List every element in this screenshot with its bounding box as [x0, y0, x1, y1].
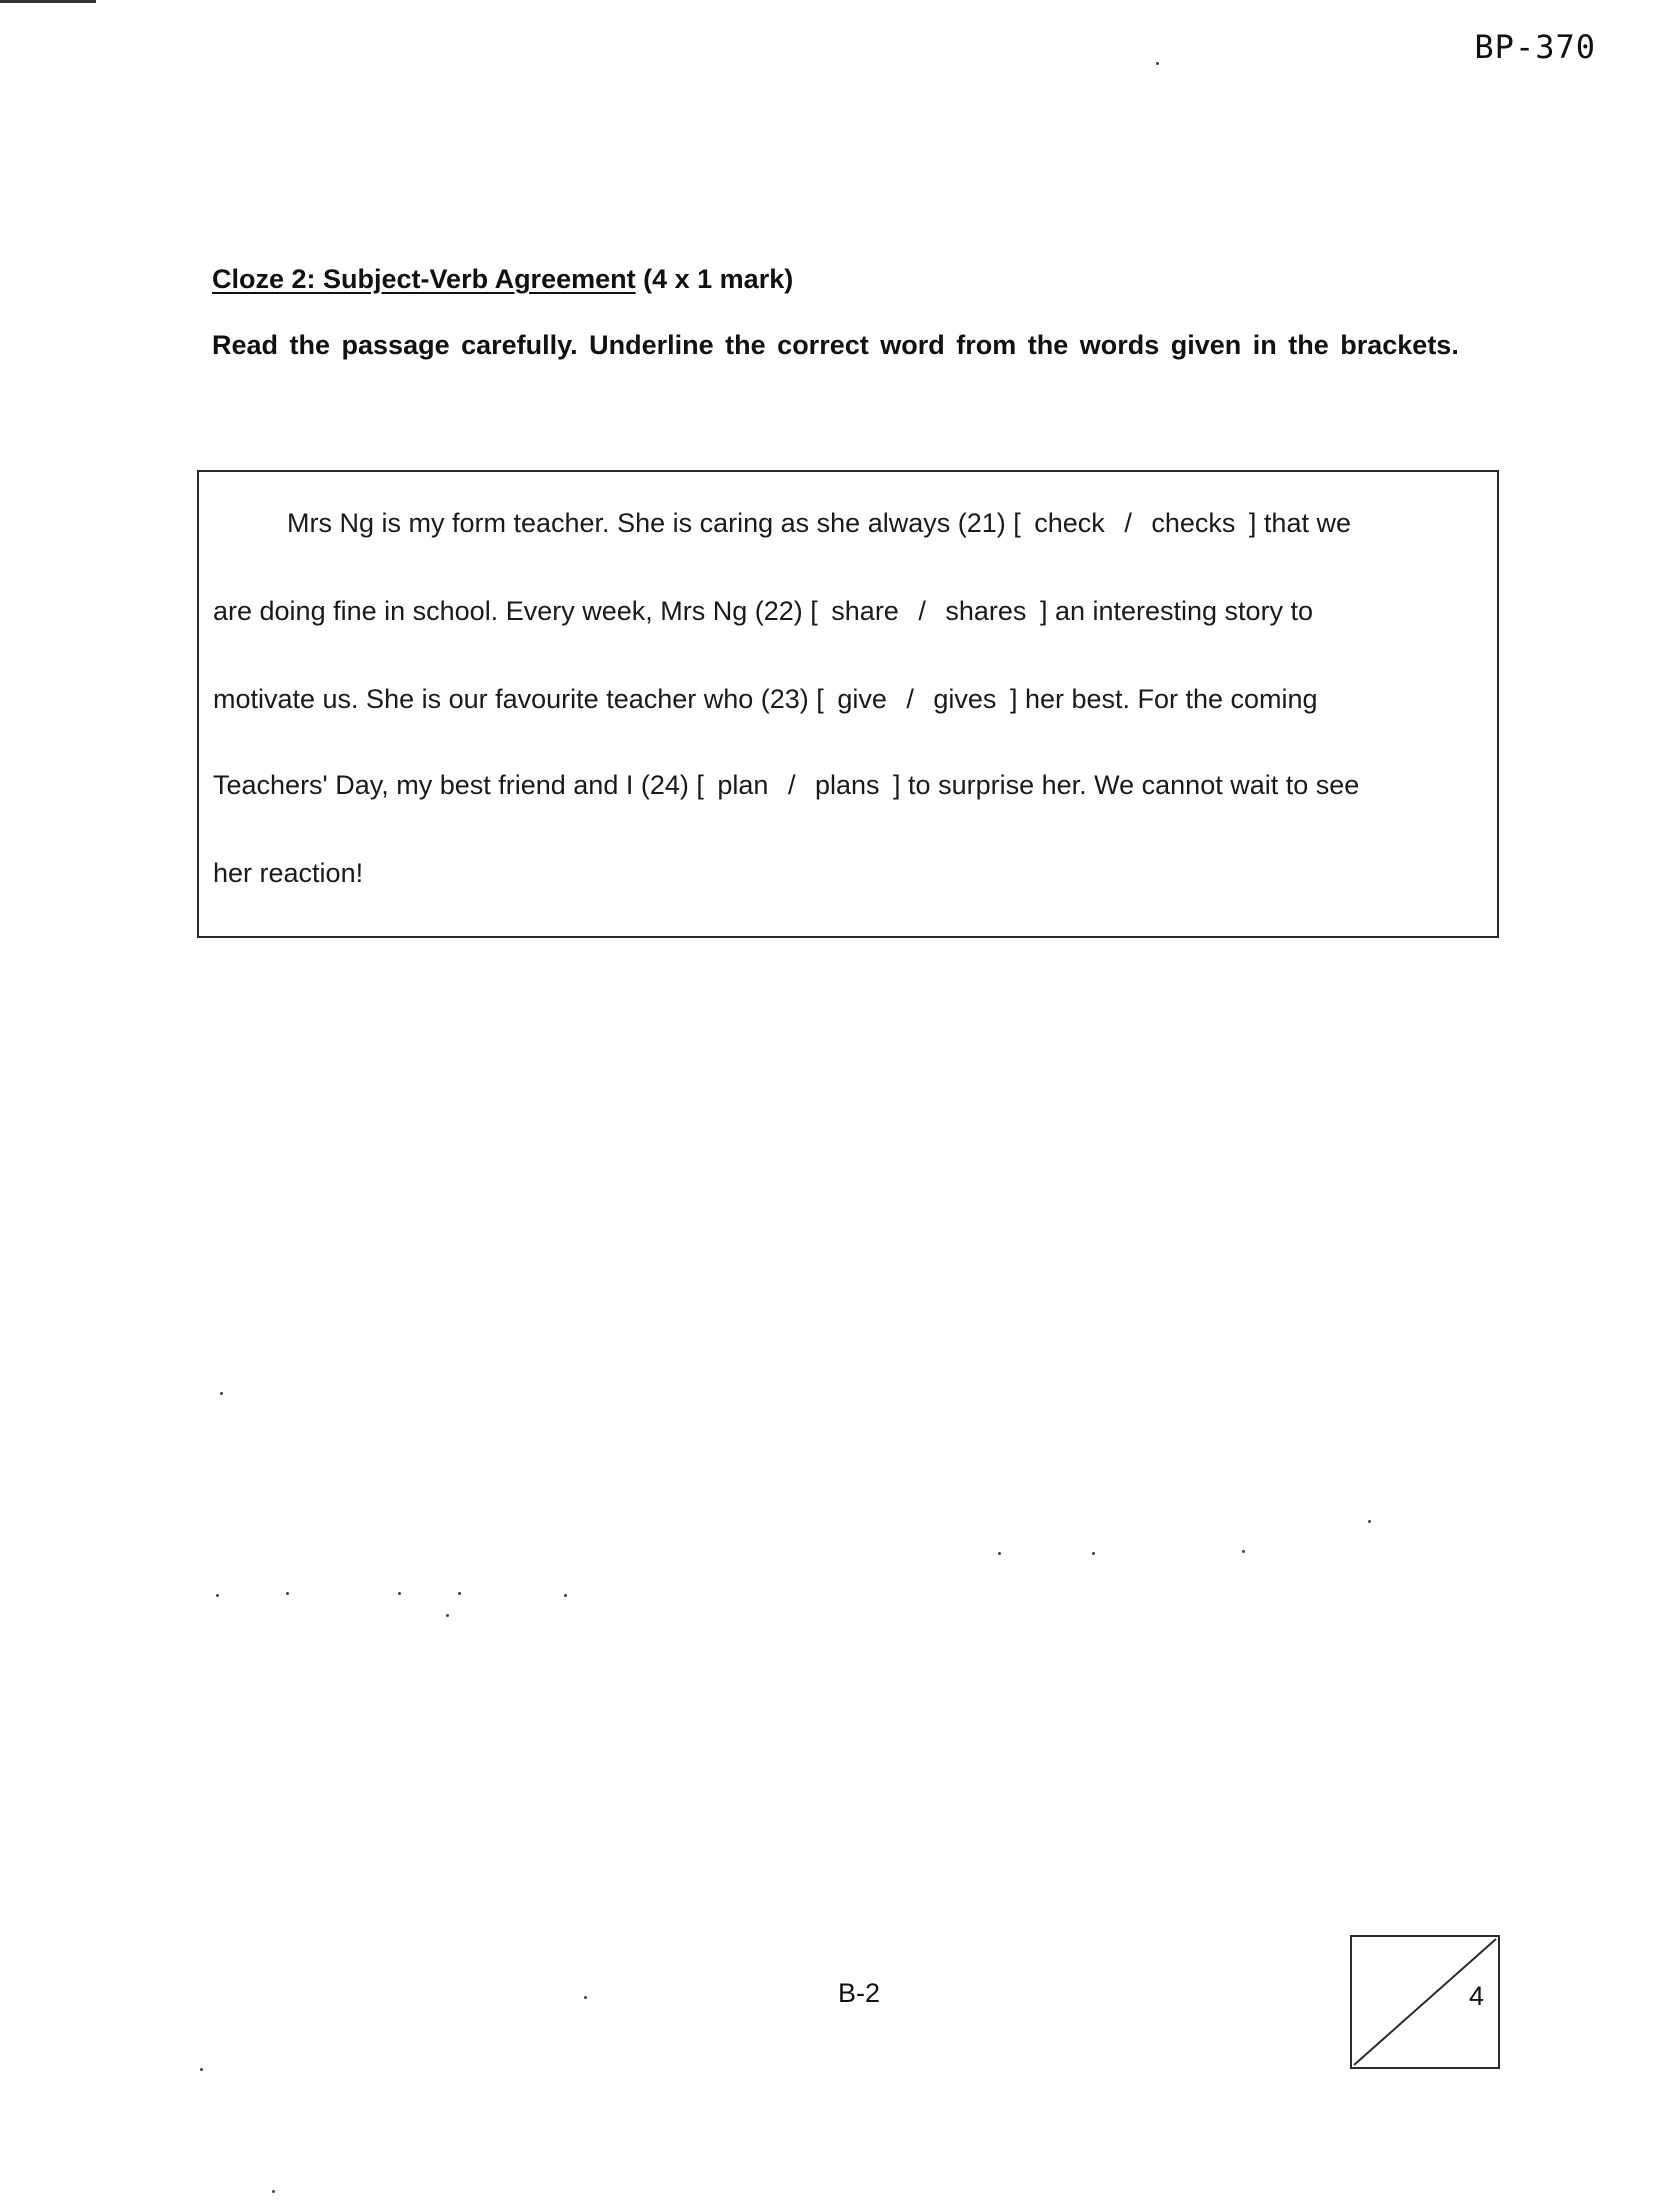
- scan-speck: [398, 1592, 401, 1595]
- scan-speck: [286, 1592, 289, 1595]
- score-total: 4: [1468, 1981, 1484, 2011]
- scan-speck: [272, 2190, 275, 2193]
- scan-speck: [200, 2068, 203, 2071]
- scan-edge-rule: [0, 0, 96, 3]
- passage-text: ] to surprise her. We cannot wait to see: [893, 770, 1360, 800]
- passage-text: ] an interesting story to: [1039, 596, 1314, 626]
- section-title-text: Cloze 2: Subject-Verb Agreement: [212, 264, 636, 294]
- option-separator: /: [1124, 508, 1132, 538]
- section-title: [212, 264, 793, 295]
- option-plan[interactable]: plan: [717, 770, 769, 800]
- scan-speck: [1368, 1520, 1371, 1523]
- option-gives[interactable]: gives: [933, 684, 997, 714]
- option-separator: /: [787, 770, 796, 800]
- scan-speck: [458, 1592, 461, 1595]
- option-plans[interactable]: plans: [814, 770, 880, 800]
- option-check[interactable]: check: [1034, 508, 1105, 538]
- passage-text: Mrs Ng is my form teacher. She is caring as she always (21) [: [287, 508, 1021, 538]
- option-share[interactable]: share: [831, 596, 899, 626]
- score-box: [1350, 1935, 1500, 2069]
- option-give[interactable]: give: [837, 684, 887, 714]
- option-shares[interactable]: shares: [945, 596, 1027, 626]
- scan-speck: [584, 1996, 587, 1999]
- option-separator: /: [906, 684, 914, 714]
- page-number: B-2: [838, 1978, 881, 2008]
- scan-speck: [564, 1594, 567, 1597]
- passage-line-22: [213, 596, 1313, 627]
- passage-box: [197, 470, 1499, 938]
- scan-speck: [220, 1392, 223, 1395]
- scan-speck: [1156, 62, 1159, 65]
- scan-speck: [1092, 1552, 1095, 1555]
- passage-text: ] her best. For the coming: [1009, 684, 1318, 714]
- passage-line-23: [213, 684, 1318, 715]
- passage-text: Teachers' Day, my best friend and I (24) [: [213, 770, 704, 800]
- scan-speck: [216, 1594, 219, 1597]
- passage-text: ] that we: [1248, 508, 1351, 538]
- scan-speck: [1242, 1550, 1245, 1553]
- option-checks[interactable]: checks: [1151, 508, 1236, 538]
- scan-speck: [998, 1552, 1001, 1555]
- instructions: Read the passage carefully. Underline the correct word from the words given in the brackets.: [212, 330, 1459, 360]
- passage-line-21: [287, 508, 1351, 539]
- passage-text: are doing fine in school. Every week, Mrs Ng (22) [: [213, 596, 818, 626]
- option-separator: /: [918, 596, 926, 626]
- passage-line-24: [213, 770, 1359, 801]
- scan-speck: [446, 1614, 449, 1617]
- paper-code: BP-370: [1474, 28, 1596, 66]
- section-marks: (4 x 1 mark): [643, 264, 794, 294]
- passage-text: motivate us. She is our favourite teacher who (23) [: [213, 684, 824, 714]
- passage-line-final: her reaction!: [213, 858, 364, 888]
